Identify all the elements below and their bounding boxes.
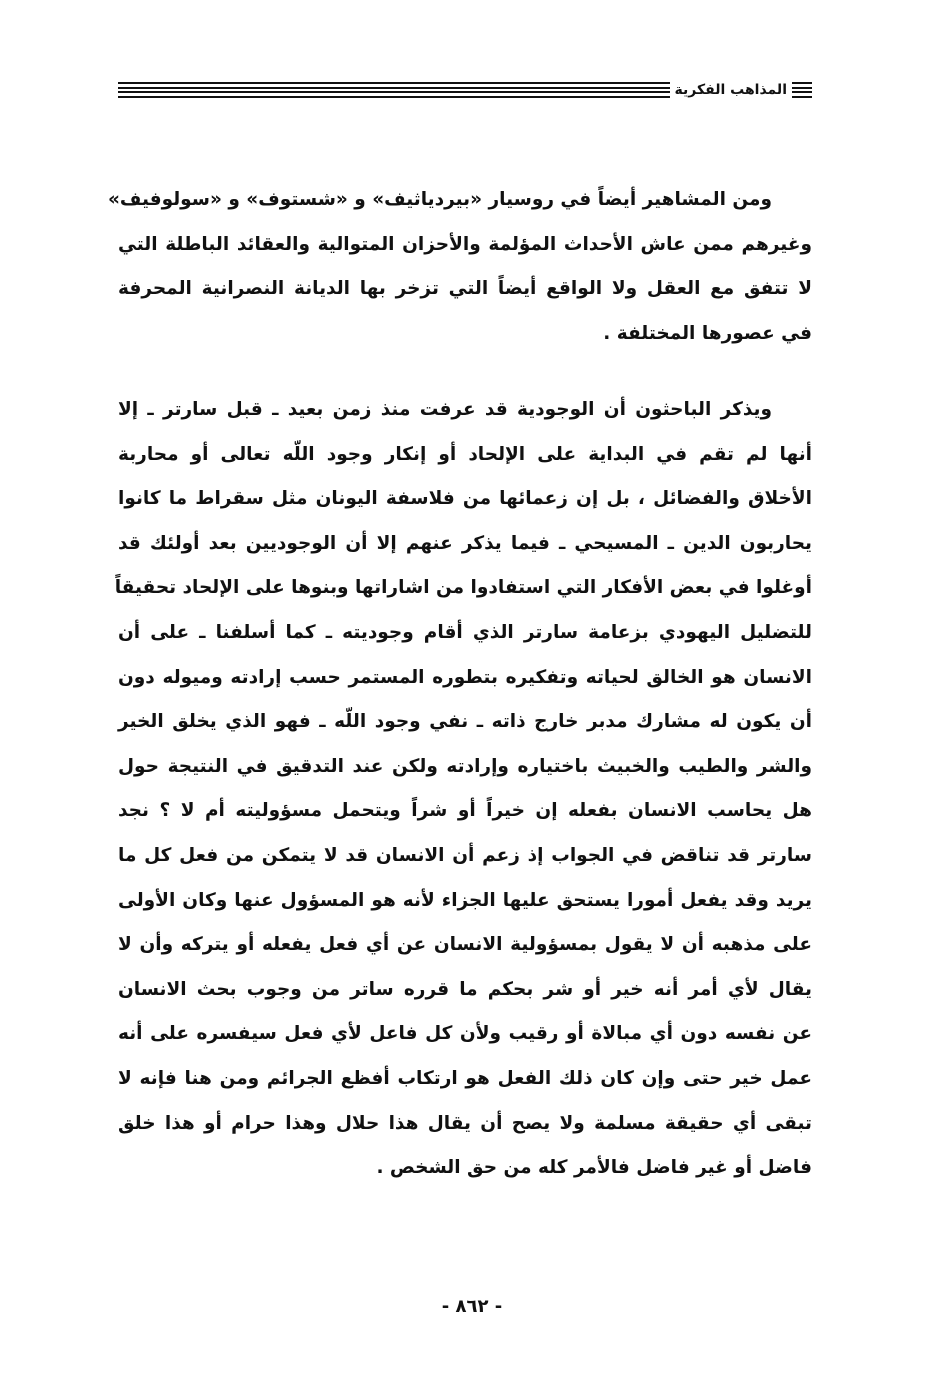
text-line: عمل خير حتى وإن كان ذلك الفعل هو ارتكاب أفظع الجرائم ومن هنا فإنه لا — [118, 1067, 812, 1089]
header-rule-ornament — [792, 82, 812, 98]
text-line: أنها لم تقم في البداية على الإلحاد أو إنكار وجود اللّه تعالى أو محاربة — [118, 443, 812, 465]
text-line: ويذكر الباحثون أن الوجودية قد عرفت منذ زمن بعيد ـ قبل سارتر ـ إلا — [118, 399, 772, 420]
text-line: يريد وقد يفعل أمورا يستحق عليها الجزاء لأنه هو المسؤول عنها وكان الأولى — [118, 889, 812, 911]
text-line: فاضل أو غير فاضل فالأمر كله من حق الشخص . — [376, 1157, 812, 1179]
text-line: ومن المشاهير أيضاً في روسيار «بيردياثيف» و «شستوف» و «سولوفيف» — [107, 189, 772, 210]
header-rules — [118, 82, 670, 98]
text-line: هل يحاسب الانسان بفعله إن خيراً أو شراً ويتحمل مسؤوليته أم لا ؟ نجد — [118, 800, 812, 822]
text-line: والشر والطيب والخبيث باختياره وإرادته ولكن عند التدقيق في النتيجة حول — [118, 755, 812, 777]
text-line: أوغلوا في بعض الأفكار التي استفادوا من اشاراتها وبنوها على الإلحاد تحقيقاً — [114, 577, 812, 599]
text-line: في عصورها المختلفة . — [603, 322, 812, 344]
text-line: وغيرهم ممن عاش الأحداث المؤلمة والأحزان المتوالية والعقائد الباطلة التي — [118, 233, 812, 255]
paragraph-1 — [107, 178, 812, 356]
text-line: يقال لأي أمر أنه خير أو شر بحكم ما قرره ساتر من وجوب بحث الانسان — [118, 978, 812, 1000]
text-line: يحاربون الدين ـ المسيحي ـ فيما يذكر عنهم إلا أن الوجوديين بعد أولئك قد — [118, 532, 812, 554]
text-line: الانسان هو الخالق لحياته وتفكيره بتطوره المستمر حسب إرادته وميوله دون — [118, 666, 812, 688]
running-header — [118, 80, 812, 100]
paragraph-2 — [114, 388, 812, 1191]
text-line: على مذهبه أن لا يقول بمسؤولية الانسان عن أي فعل يفعله أو يتركه وأن لا — [118, 934, 812, 956]
text-line: أن يكون له مشارك مدبر خارج ذاته ـ نفي وجود اللّه ـ فهو الذي يخلق الخير — [118, 711, 812, 733]
text-line: الأخلاق والفضائل ، بل إن زعمائها من فلاسفة اليونان مثل سقراط ما كانوا — [118, 488, 812, 510]
text-line: سارتر قد تناقض في الجواب إذ زعم أن الانسان قد لا يتمكن من فعل كل ما — [118, 844, 812, 866]
text-line: عن نفسه دون أي مبالاة أو رقيب ولأن كل فاعل لأي فعل سيفسره على أنه — [118, 1023, 812, 1045]
header-title: المذاهب الفكرية — [674, 82, 787, 98]
text-line: تبقى أي حقيقة مسلمة ولا يصح أن يقال هذا حلال وهذا حرام أو هذا خلق — [118, 1112, 812, 1134]
page-number: - ٨٦٢ - — [441, 1296, 503, 1317]
text-line: لا تتفق مع العقل ولا الواقع أيضاً التي تزخر بها الديانة النصرانية المحرفة — [118, 278, 812, 300]
text-line: للتضليل اليهودي بزعامة سارتر الذي أقام وجوديته ـ كما أسلفنا ـ على أن — [118, 621, 812, 643]
